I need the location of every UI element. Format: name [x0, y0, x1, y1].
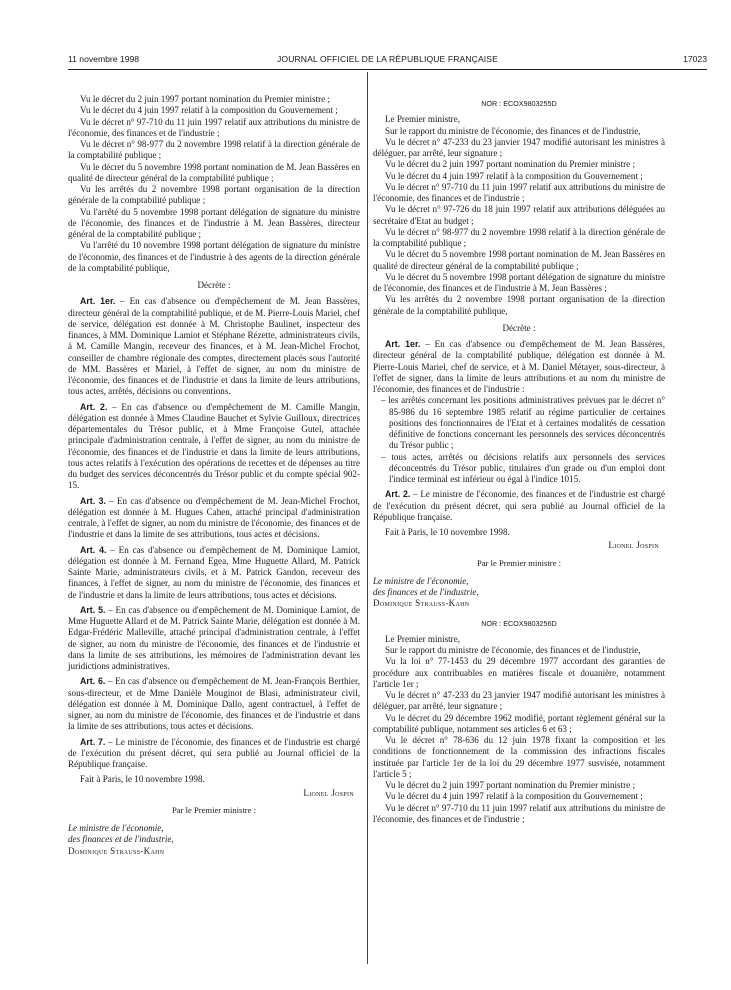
nor-reference: NOR : ECOX9803256D: [481, 618, 557, 628]
fait-a-paris: Fait à Paris, le 10 novembre 1998.: [385, 527, 510, 537]
visa: Vu le décret du 5 novembre 1998 portant nomination de M. Jean Bassères en qualité de directeur général de la comptabilité publique ;: [68, 161, 360, 183]
visa: Vu le décret n° 78-636 du 12 juin 1978 fixant la composition et les conditions de fonctionnement de la commission des infractions fiscales instituée par l'article 1er de la loi du 29 décembre 1977 susvisée, notamment l'article 5 ;: [373, 735, 665, 779]
header-page-number: 17023: [683, 54, 707, 64]
article-text: – En cas d'absence ou d'empêchement de M. Dominique Lamiot, délégation est donnée à M. Fernand Egea, Mme Huguette Allard, M. Patrick Sainte Marie, administrateurs civils, et à M. Patrick Gandon, receveur des finances, à l'effet de signer, au nom du ministre de l'économie, des finances et de l'industrie et dans la limite de leurs attributions, tous actes et décisions.: [68, 544, 360, 600]
visa: Vu le décret du 2 juin 1997 portant nomination du Premier ministre ;: [80, 94, 330, 104]
decrete-heading: Décrète :: [502, 322, 536, 333]
minister-name: Dominique Strauss-Kahn: [68, 845, 165, 856]
minister-title: des finances et de l'industrie,: [373, 587, 479, 597]
article: [68, 676, 360, 732]
visa: Vu le décret du 4 juin 1997 relatif à la composition du Gouvernement ;: [80, 105, 338, 116]
article-text: – Le ministre de l'économie, des finances et de l'industrie est chargé de l'exécution du présent décret, qui sera publié au Journal officiel de la République française.: [68, 736, 360, 769]
article-text: – En cas d'absence ou d'empêchement de M. Jean Bassères, directeur général de la comptabilité publique, délégation est donnée à M. Pierre-Louis Mariel, chef de service, et à M. Daniel Métayer, sous-directeur, à l'effet de signer, dans la limite de leurs attributions et au nom du ministre de l'économie, des finances et de l'industrie :: [373, 339, 665, 394]
minister-name: Dominique Strauss-Kahn: [373, 598, 470, 609]
signature: Lionel Jospin: [608, 540, 659, 551]
article-label: Art. 2.: [385, 489, 411, 500]
right-column: [373, 98, 665, 825]
page-header: [68, 54, 707, 66]
minister-title: Le ministre de l'économie,: [373, 575, 469, 586]
article-label: Art. 5.: [80, 604, 106, 615]
article: [68, 296, 360, 397]
header-title: JOURNAL OFFICIEL DE LA RÉPUBLIQUE FRANÇAISE: [277, 54, 498, 64]
list-item: – tous actes, arrêtés ou décisions relatifs aux personnels des services déconcentrés du Trésor public, titulaires d'un grade ou d'un emploi dont l'indice terminal est inférieur ou égal à l'indice 1015.: [381, 451, 665, 484]
article-text: – En cas d'absence ou d'empêchement de M. Camille Mangin, délégation est donnée à Mmes Claudine Bauchet et Sylvie Guilloux, directrices départementales du Trésor public, et à Mme Françoise Gutel, attachée principale d'administration centrale, à l'effet de signer, au nom du ministre de l'économie, des finances et de l'industrie et dans la limite de leurs attributions, tous actes relatifs à l'exécution des opérations de recettes et de dépenses au titre du budget des services déconcentrés du Trésor public et du compte spécial 902-15.: [68, 401, 360, 491]
signature: Lionel Jospin: [303, 787, 354, 798]
nor-reference: NOR : ECOX9803255D: [481, 99, 557, 108]
article-text: – En cas d'absence ou d'empêchement de M. Jean-François Berthier, sous-directeur, et de Mme Danièle Mouginot de Blasi, administrateur civil, délégation est donnée à M. Dominique Dallo, agent contractuel, à l'effet de signer, au nom du ministre de l'économie, des finances et de l'industrie et dans la limite de ses attributions, tous actes et décisions.: [68, 676, 360, 732]
visa: Vu le décret n° 47-233 du 23 janvier 1947 modifié autorisant les ministres à déléguer, par arrêté, leur signature ;: [373, 136, 665, 158]
par-le-premier-ministre: Par le Premier ministre :: [476, 557, 561, 568]
minister-title: des finances et de l'industrie,: [68, 834, 174, 845]
visa: Vu la loi n° 77-1453 du 29 décembre 1977 accordant des garanties de procédure aux contribuables en matières fiscale et douanière, notamment l'article 1er ;: [373, 656, 665, 689]
article-text: – En cas d'absence ou d'empêchement de M. Dominique Lamiot, de Mme Huguette Allard et de M. Patrick Sainte Marie, délégation est donnée à M. Edgar-Frédéric Malleville, attaché principal d'administration centrale, à l'effet de signer, au nom du ministre de l'économie, des finances et de l'industrie et dans la limite de ses attributions, les mémoires de l'administration devant les juridictions administratives.: [68, 604, 360, 671]
article: [68, 545, 360, 601]
par-le-premier-ministre: Par le Premier ministre :: [171, 804, 256, 815]
article-label: Art. 6.: [80, 676, 106, 687]
visa: Vu le décret du 4 juin 1997 relatif à la composition du Gouvernement ;: [385, 170, 643, 181]
article-label: Art. 2.: [80, 401, 108, 412]
article-label: Art. 7.: [80, 736, 106, 747]
visa: Vu les arrêtés du 2 novembre 1998 portant organisation de la direction générale de la comptabilité publique ;: [68, 184, 360, 206]
visa: Vu le décret n° 47-233 du 23 janvier 1947 modifié autorisant les ministres à déléguer, par arrêté, leur signature ;: [373, 690, 665, 712]
visa: Vu le décret du 5 novembre 1998 portant délégation de signature du ministre de l'économie, des finances et de l'industrie à M. Jean Bassères ;: [373, 271, 665, 293]
visa: Vu l'arrêté du 5 novembre 1998 portant délégation de signature du ministre de l'économie, des finances et de l'industrie à M. Jean Bassères, directeur général de la comptabilité publique ;: [68, 206, 360, 239]
visa: Sur le rapport du ministre de l'économie, des finances et de l'industrie,: [385, 645, 641, 655]
visa: Vu le décret n° 97-710 du 11 juin 1997 relatif aux attributions du ministre de l'économie, des finances et de l'industrie ;: [373, 181, 665, 203]
article: [68, 737, 360, 771]
visa: Le Premier ministre,: [385, 114, 461, 125]
article-label: Art. 4.: [80, 544, 107, 555]
visa: Vu le décret n° 98-977 du 2 novembre 1998 relatif à la direction générale de la comptabilité publique ;: [373, 226, 665, 248]
visa: Vu les arrêtés du 2 novembre 1998 portant organisation de la direction générale de la comptabilité publique,: [373, 294, 665, 316]
column-separator: [367, 72, 368, 964]
article: [373, 339, 665, 395]
visa: Vu le décret du 2 juin 1997 portant nomination du Premier ministre ;: [385, 780, 635, 790]
fait-a-paris: Fait à Paris, le 10 novembre 1998.: [80, 774, 205, 785]
article-text: – Le ministre de l'économie, des finances et de l'industrie est chargé de l'exécution du présent décret, qui sera publié au Journal officiel de la République française.: [373, 489, 665, 522]
visa: Vu le décret du 2 juin 1997 portant nomination du Premier ministre ;: [385, 159, 635, 170]
article-label: Art. 1er.: [385, 339, 421, 349]
visa: Vu le décret n° 97-726 du 18 juin 1997 relatif aux attributions déléguées au secrétaire d'Etat au budget ;: [373, 204, 665, 226]
visa: Le Premier ministre,: [385, 633, 461, 644]
header-rule: [68, 69, 707, 70]
article-text: – En cas d'absence ou d'empêchement de M. Jean Bassères, directeur général de la comptabilité publique, et de M. Pierre-Louis Mariel, chef de service, délégation est donnée à M. Christophe Baulinet, inspecteur des finances, à MM. Dominique Lamiot et Stéphane Rézette, administrateurs civils, à M. Camille Mangin, receveur des finances, et à M. Jean-Michel Frochot, conseiller de chambre régionale des comptes, directement placés sous l'autorité de MM. Bassères et Mariel, à l'effet de signer, au nom du ministre de l'économie, des finances et de l'industrie et dans la limite de leurs attributions, tous actes, arrêtés, décisions ou conventions.: [68, 296, 360, 397]
article-label: Art. 1er.: [80, 296, 116, 307]
visa: Vu le décret du 4 juin 1997 relatif à la composition du Gouvernement ;: [385, 791, 643, 802]
article: [373, 489, 665, 523]
visa: Vu le décret n° 98-977 du 2 novembre 1998 relatif à la direction générale de la comptabilité publique ;: [68, 139, 360, 161]
article-label: Art. 3.: [80, 495, 106, 506]
visa: Vu le décret du 5 novembre 1998 portant nomination de M. Jean Bassères en qualité de directeur général de la comptabilité publique ;: [373, 249, 665, 271]
minister-title: Le ministre de l'économie,: [68, 823, 164, 833]
visa: Vu le décret du 29 décembre 1962 modifié, portant règlement général sur la comptabilité publique, notamment ses articles 6 et 63 ;: [373, 712, 665, 734]
visa: Vu l'arrêté du 10 novembre 1998 portant délégation de signature du ministre de l'économie, des finances et de l'industrie à des agents de la direction générale de la comptabilité publique,: [68, 240, 360, 273]
article: [68, 605, 360, 673]
decrete-heading: Décrète :: [197, 280, 231, 290]
visa: Vu le décret n° 97-710 du 11 juin 1997 relatif aux attributions du ministre de l'économie, des finances et de l'industrie ;: [68, 116, 360, 138]
list-item: – les arrêtés concernant les positions administratives prévues par le décret n° 85-986 du 16 septembre 1985 relatif au régime particulier de certaines positions des fonctionnaires de l'Etat et à certaines modalités de cessation définitive de fonctions concernant les personnels des services déconcentrés du Trésor public ;: [381, 395, 665, 451]
article-text: – En cas d'absence ou d'empêchement de M. Jean-Michel Frochot, délégation est donnée à M. Hugues Cahen, attaché principal d'administration centrale, à l'effet de signer, au nom du ministre de l'économie, des finances et de l'industrie et dans la limite de ses attributions, tous actes et décisions.: [68, 495, 360, 540]
article: [68, 402, 360, 492]
visa: Sur le rapport du ministre de l'économie, des finances et de l'industrie,: [385, 125, 641, 136]
header-date: 11 novembre 1998: [68, 54, 140, 64]
visa: Vu le décret n° 97-710 du 11 juin 1997 relatif aux attributions du ministre de l'économie, des finances et de l'industrie ;: [373, 802, 665, 824]
article: [68, 496, 360, 541]
left-column: [68, 94, 360, 857]
